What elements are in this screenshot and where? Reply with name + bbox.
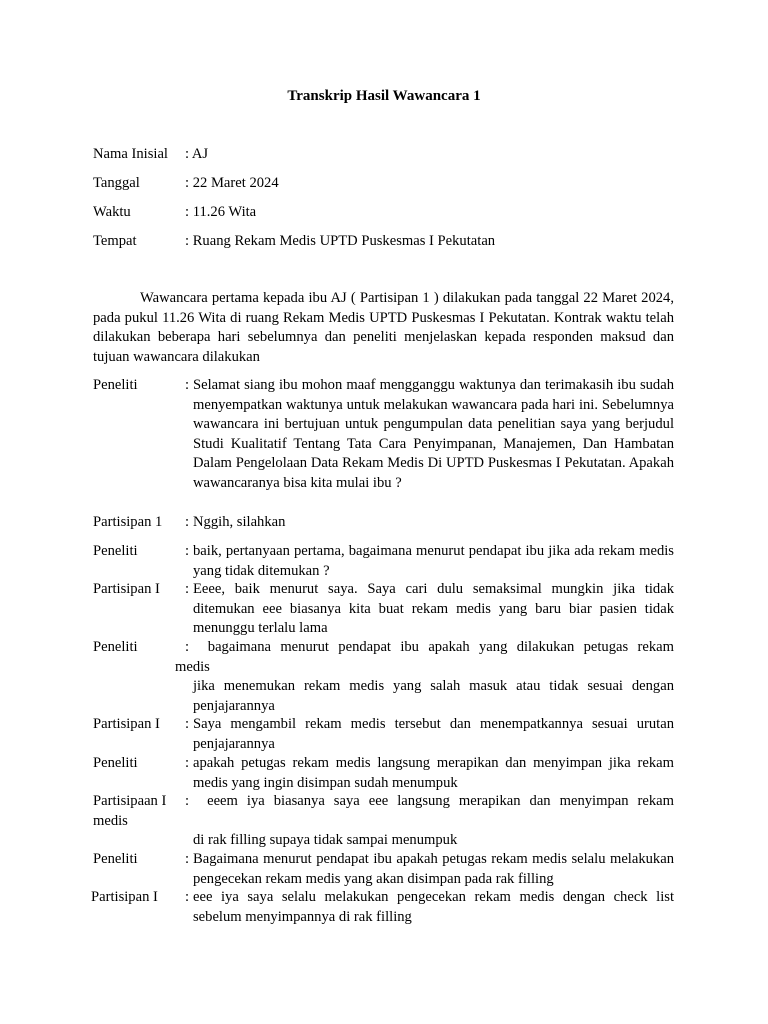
meta-key: Waktu [93, 204, 131, 220]
dialogue-text-line1: : bagaimana menurut pendapat ibu apakah yang dilakukan petugas rekam [185, 639, 674, 655]
dialogue-text: Eeee, baik menurut saya. Saya cari dulu semaksimal mungkin jika tidak ditemukan eee biasanya kita buat rekam medis yang baru biar pasien tidak menunggu terlalu lama [193, 581, 674, 637]
meta-key: Tanggal [93, 175, 140, 191]
speaker-label: Partisipan I [91, 889, 158, 905]
dialogue-turn [93, 792, 674, 851]
dialogue-text: jika menemukan rekam medis yang salah masuk atau tidak sesuai dengan penjajarannya [193, 678, 674, 714]
dialogue-turn [93, 888, 674, 927]
meta-value: : Ruang Rekam Medis UPTD Puskesmas I Pekutatan [185, 233, 496, 249]
dialogue-text: Selamat siang ibu mohon maaf mengganggu waktunya dan terimakasih ibu sudah menyempatkan waktunya untuk melakukan wawancara pada hari ini. Sebelumnya wawancara ini bertujuan untuk pengumpulan data penelitian saya yang berjudul Studi Kualitatif Tentang Tata Cara Penyimpanan, Manajemen, Dan Hambatan Dalam Pengelolaan Data Rekam Medis Di UPTD Puskesmas I Pekutatan. Apakah wawancaranya bisa kita mulai ibu ? [193, 377, 674, 491]
speaker-label: Partisipan 1 [93, 514, 163, 530]
intro-text: Wawancara pertama kepada ibu AJ ( Partisipan 1 ) dilakukan pada tanggal 22 Maret 2024, pada pukul 11.26 Wita di ruang Rekam Medis UPTD Puskesmas I Pekutatan. Kontrak waktu telah dilakukan beberapa hari sebelumnya dan peneliti menjelaskan kepada responden maksud dan tujuan wawancara dilakukan [93, 290, 674, 365]
colon: : [185, 543, 190, 559]
speaker-label: Peneliti [93, 851, 138, 867]
wrapped-word: medis [175, 658, 210, 675]
speaker-label: Partisipan I [93, 716, 160, 732]
dialogue-text: apakah petugas rekam medis langsung merapikan dan menyimpan jika rekam medis yang ingin disimpan sudah menumpuk [193, 755, 674, 791]
dialogue-text: Bagaimana menurut pendapat ibu apakah petugas rekam medis selalu melakukan pengecekan rekam medis yang akan disimpan pada rak filling [193, 851, 674, 887]
dialogue-text: Nggih, silahkan [193, 514, 286, 530]
colon: : [185, 377, 190, 393]
dialogue-turn [93, 850, 674, 889]
dialogue-text-line1: : eeem iya biasanya saya eee langsung merapikan dan menyimpan rekam [185, 793, 674, 809]
meta-key: Nama Inisial [93, 146, 168, 162]
wrapped-word: medis [93, 812, 128, 829]
speaker-label: Partisipaan I [93, 793, 167, 809]
dialogue-turn [93, 542, 674, 581]
dialogue-text: baik, pertanyaan pertama, bagaimana menurut pendapat ibu jika ada rekam medis yang tidak ditemukan ? [193, 543, 674, 579]
colon: : [185, 581, 190, 597]
page-title: Transkrip Hasil Wawancara 1 [287, 88, 481, 104]
meta-key: Tempat [93, 233, 137, 249]
meta-value: : 22 Maret 2024 [185, 175, 279, 191]
colon: : [185, 716, 190, 732]
speaker-label: Partisipan I [93, 581, 160, 597]
dialogue-turn [93, 638, 674, 716]
meta-value: : 11.26 Wita [185, 204, 257, 220]
dialogue-text: eee iya saya selalu melakukan pengecekan rekam medis dengan check list sebelum menyimpannya di rak filling [193, 889, 674, 925]
speaker-label: Peneliti [93, 543, 138, 559]
dialogue-turn [93, 580, 674, 639]
speaker-label: Peneliti [93, 377, 138, 393]
colon: : [185, 889, 190, 905]
colon: : [185, 851, 190, 867]
dialogue-turn [93, 754, 674, 793]
speaker-label: Peneliti [93, 755, 138, 771]
dialogue-turn [93, 715, 674, 754]
dialogue-text: di rak filling supaya tidak sampai menumpuk [193, 832, 458, 849]
dialogue-text: Saya mengambil rekam medis tersebut dan menempatkannya sesuai urutan penjajarannya [193, 716, 674, 752]
dialogue-turn [93, 513, 674, 533]
meta-value: : AJ [185, 146, 209, 162]
colon: : [185, 755, 190, 771]
dialogue-turn [93, 376, 674, 494]
speaker-label: Peneliti [93, 639, 138, 655]
colon: : [185, 514, 190, 530]
intro-paragraph [93, 289, 674, 367]
